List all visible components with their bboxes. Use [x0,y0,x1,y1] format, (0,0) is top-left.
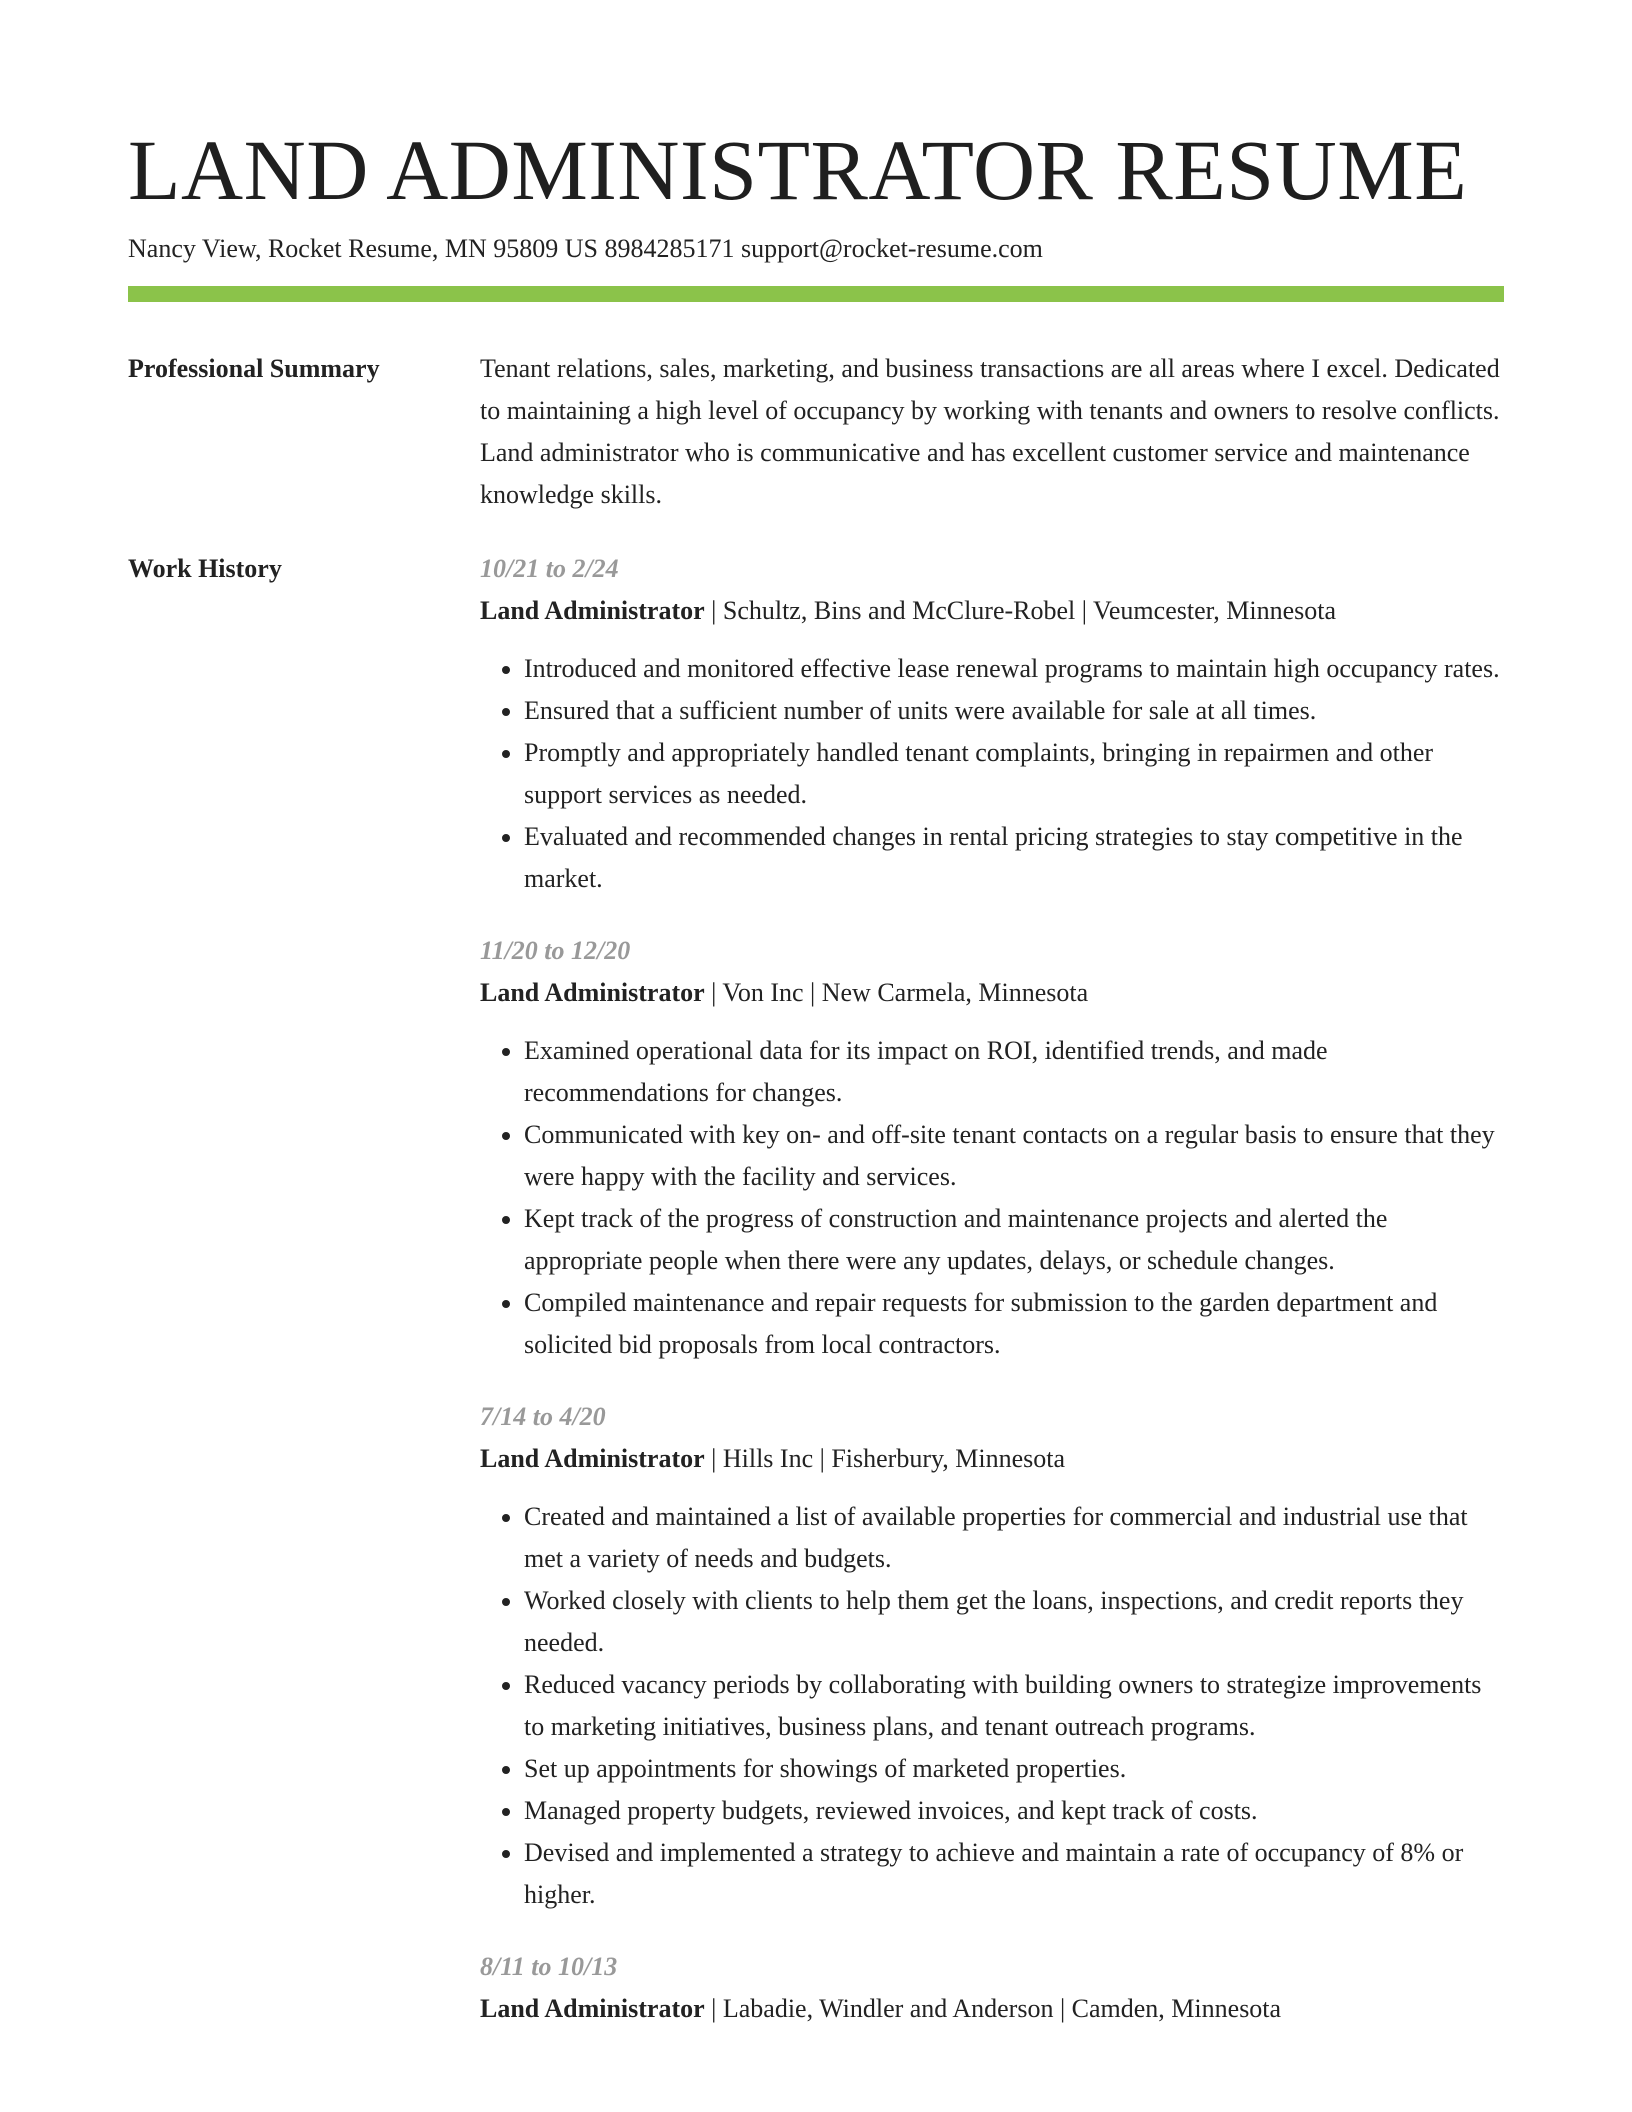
job-entry [480,1396,1504,1916]
job-heading [480,972,1504,1014]
job-bullet: • Managed property budgets, reviewed invoices, and kept track of costs. [524,1790,1504,1832]
job-bullet-list [480,1496,1504,1916]
job-title: Land Administrator [480,596,705,625]
summary-body [480,348,1504,516]
job-bullet: • Created and maintained a list of available properties for commercial and industrial use that met a variety of needs and budgets. [524,1496,1504,1580]
job-bullet: • Kept track of the progress of construction and maintenance projects and alerted the appropriate people when there were any updates, delays, or schedule changes. [524,1198,1504,1282]
job-bullet: • Evaluated and recommended changes in rental pricing strategies to stay competitive in the market. [524,816,1504,900]
job-title: Land Administrator [480,978,705,1007]
job-bullet: • Ensured that a sufficient number of units were available for sale at all times. [524,690,1504,732]
job-bullet: • Promptly and appropriately handled tenant complaints, bringing in repairmen and other support services as needed. [524,732,1504,816]
job-heading [480,1988,1504,2030]
job-bullet: • Set up appointments for showings of marketed properties. [524,1748,1504,1790]
contact-line: Nancy View, Rocket Resume, MN 95809 US 8984285171 support@rocket-resume.com [128,234,1043,263]
job-bullet: • Reduced vacancy periods by collaborating with building owners to strategize improvements to marketing initiatives, business plans, and tenant outreach programs. [524,1664,1504,1748]
section-label-work-history: Work History [128,554,282,583]
summary-text: Tenant relations, sales, marketing, and business transactions are all areas where I excel. Dedicated to maintaining a high level of occupancy by working with tenants and owners to resolve conflicts. Land administrator who is communicative and has excellent customer service and maintenance knowledge skills. [480,354,1500,509]
resume-title: LAND ADMINISTRATOR RESUME [128,122,1468,218]
job-details: | Von Inc | New Carmela, Minnesota [704,978,1089,1007]
job-title: Land Administrator [480,1444,705,1473]
job-bullet: • Devised and implemented a strategy to achieve and maintain a rate of occupancy of 8% or higher. [524,1832,1504,1916]
job-dates: 10/21 to 2/24 [480,554,619,583]
job-bullet: • Examined operational data for its impact on ROI, identified trends, and made recommendations for changes. [524,1030,1504,1114]
job-dates: 11/20 to 12/20 [480,936,631,965]
section-label-summary: Professional Summary [128,354,380,383]
job-details: | Hills Inc | Fisherbury, Minnesota [704,1444,1066,1473]
job-bullet-list [480,1030,1504,1366]
job-dates: 8/11 to 10/13 [480,1952,618,1981]
job-entry [480,548,1504,900]
job-title: Land Administrator [480,1994,705,2023]
work-history-body [480,548,1504,2060]
job-bullet: • Compiled maintenance and repair requests for submission to the garden department and solicited bid proposals from local contractors. [524,1282,1504,1366]
job-dates: 7/14 to 4/20 [480,1402,606,1431]
job-bullet: • Worked closely with clients to help them get the loans, inspections, and credit reports they needed. [524,1580,1504,1664]
job-heading [480,590,1504,632]
job-bullet: • Introduced and monitored effective lease renewal programs to maintain high occupancy rates. [524,648,1504,690]
job-details: | Schultz, Bins and McClure-Robel | Veumcester, Minnesota [704,596,1336,625]
job-entry [480,930,1504,1366]
job-bullet-list [480,648,1504,900]
job-entry [480,1946,1504,2030]
job-details: | Labadie, Windler and Anderson | Camden, Minnesota [704,1994,1282,2023]
header-divider [128,286,1504,302]
job-heading [480,1438,1504,1480]
job-bullet: • Communicated with key on- and off-site tenant contacts on a regular basis to ensure that they were happy with the facility and services. [524,1114,1504,1198]
